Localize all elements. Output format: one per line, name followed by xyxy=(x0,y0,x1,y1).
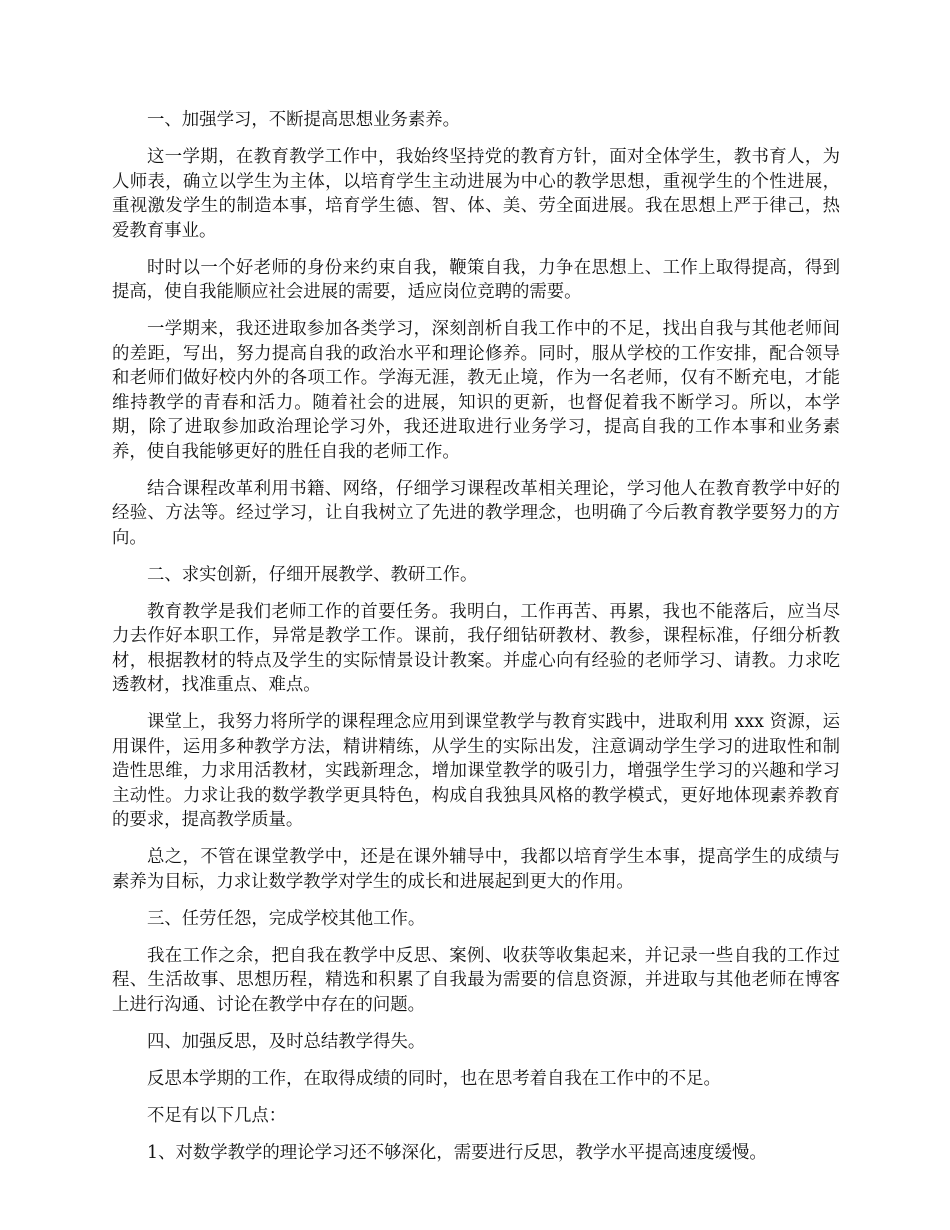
paragraph-9: 反思本学期的工作，在取得成绩的同时，也在思考着自我在工作中的不足。 xyxy=(147,1068,721,1089)
paragraph-2: 时时以一个好老师的身份来约束自我，鞭策自我，力争在思想上、工作上取得提高，得到提高，使自我能顺应社会进展的需要，适应岗位竞聘的需要。 xyxy=(112,257,840,302)
paragraph-6: 课堂上，我努力将所学的课程理念应用到课堂教学与教育实践中，进取利用 xxx 资源，运用课件，运用多种教学方法，精讲精练，从学生的实际出发，注意调动学生学习的进取性和制造性思维，力求用活教材，实践新理念，增加课堂教学的吸引力，增强学生学习的兴趣和学习主动性。力求让我的数学教学更具特色，构成自我独具风格的教学模式，更好地体现素养教育的要求，提高教学质量。 xyxy=(112,712,840,830)
section-heading-3: 三、任劳任怨，完成学校其他工作。 xyxy=(147,908,426,929)
section-heading-4: 四、加强反思，及时总结教学得失。 xyxy=(147,1031,426,1052)
paragraph-8: 我在工作之余，把自我在教学中反思、案例、收获等收集起来，并记录一些自我的工作过程、生活故事、思想历程，精选和积累了自我最为需要的信息资源，并进取与其他老师在博客上进行沟通、讨论在教学中存在的问题。 xyxy=(112,945,840,1015)
paragraph-4: 结合课程改革利用书籍、网络，仔细学习课程改革相关理论，学习他人在教育教学中好的经验、方法等。经过学习，让自我树立了先进的教学理念，也明确了今后教育教学要努力的方向。 xyxy=(112,478,840,548)
paragraph-7: 总之，不管在课堂教学中，还是在课外辅导中，我都以培育学生本事，提高学生的成绩与素养为目标，力求让数学教学对学生的成长和进展起到更大的作用。 xyxy=(112,847,840,892)
section-heading-1: 一、加强学习，不断提高思想业务素养。 xyxy=(147,110,461,130)
section-heading-2: 二、求实创新，仔细开展教学、教研工作。 xyxy=(147,564,478,585)
document-body xyxy=(112,108,840,1178)
paragraph-10: 不足有以下几点： xyxy=(147,1105,287,1126)
paragraph-3: 一学期来，我还进取参加各类学习，深刻剖析自我工作中的不足，找出自我与其他老师间的差距，写出，努力提高自我的政治水平和理论修养。同时，服从学校的工作安排，配合领导和老师们做好校内外的各项工作。学海无涯，教无止境，作为一名老师，仅有不断充电，才能维持教学的青春和活力。随着社会的进展，知识的更新，也督促着我不断学习。所以，本学期，除了进取参加政治理论学习外，我还进取进行业务学习，提高自我的工作本事和业务素养，使自我能够更好的胜任自我的老师工作。 xyxy=(112,319,840,462)
list-item-1: 1、对数学教学的理论学习还不够深化，需要进行反思，教学水平提高速度缓慢。 xyxy=(147,1142,767,1163)
paragraph-1: 这一学期，在教育教学工作中，我始终坚持党的教育方针，面对全体学生，教书育人，为人师表，确立以学生为主体，以培育学生主动进展为中心的教学思想，重视学生的个性进展，重视激发学生的制造本事，培育学生德、智、体、美、劳全面进展。我在思想上严于律己，热爱教育事业。 xyxy=(112,147,840,241)
paragraph-5: 教育教学是我们老师工作的首要任务。我明白，工作再苦、再累，我也不能落后，应当尽力去作好本职工作，异常是教学工作。课前，我仔细钻研教材、教参，课程标准，仔细分析教材，根据教材的特点及学生的实际情景设计教案。并虚心向有经验的老师学习、请教。力求吃透教材，找准重点、难点。 xyxy=(112,601,840,695)
